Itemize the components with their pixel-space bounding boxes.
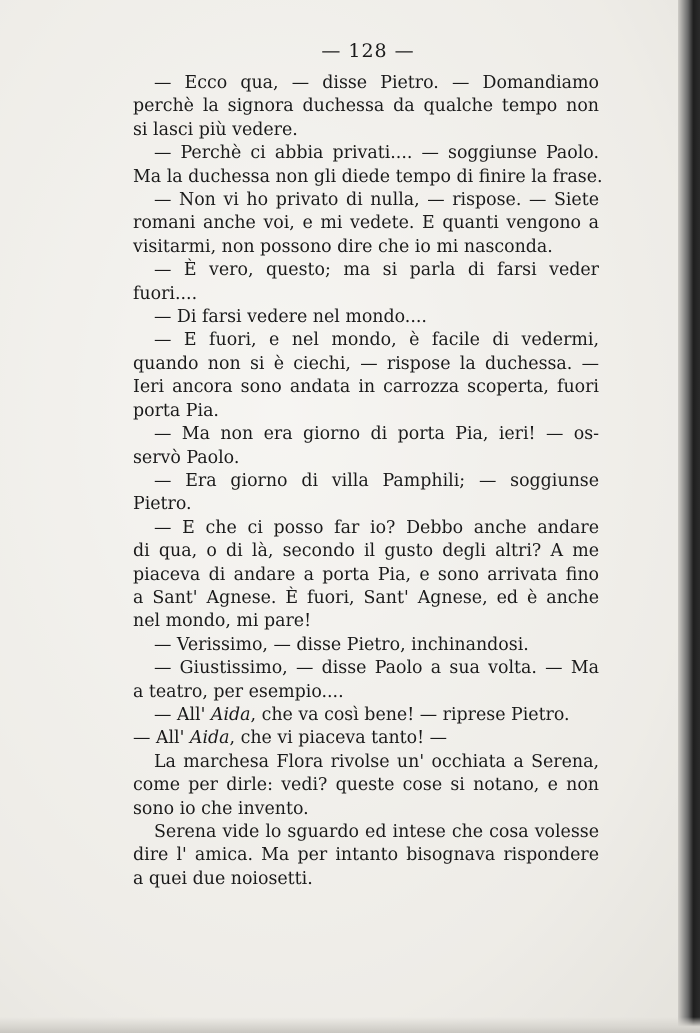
page-bottom-edge: [0, 1017, 700, 1033]
text-line: — Ma non era giorno di porta Pia, ieri! — os-: [154, 424, 599, 445]
text-line: perchè la signora duchessa da qualche tempo non: [133, 96, 599, 117]
text-line: La marchesa Flora rivolse un' occhiata a Serena,: [154, 751, 599, 772]
text-line: visitarmi, non possono dire che io mi nasconda.: [133, 236, 553, 257]
text-line: — All' Aida, che va così bene! — riprese Pietro.: [154, 704, 570, 725]
text-line: a teatro, per esempio....: [133, 681, 344, 702]
text-line: — Non vi ho privato di nulla, — rispose. — Siete: [154, 190, 599, 211]
text-line: servò Paolo.: [133, 447, 240, 468]
page-number: — 128 —: [321, 40, 415, 62]
text-line: — E fuori, e nel mondo, è facile di vedermi,: [154, 330, 599, 351]
text-line: — È vero, questo; ma si parla di farsi veder: [154, 260, 599, 281]
text-line: — Giustissimo, — disse Paolo a sua volta. — Ma: [154, 658, 599, 679]
text-line: come per dirle: vedi? queste cose si notano, e non: [133, 775, 599, 796]
text-line: — Era giorno di villa Pamphili; — soggiunse: [154, 470, 599, 491]
text-line: Serena vide lo sguardo ed intese che cosa volesse: [154, 822, 599, 842]
text-line: quando non si è ciechi, — rispose la duchessa. —: [133, 353, 599, 374]
text-line: porta Pia.: [133, 400, 219, 421]
text-line: di qua, o di là, secondo il gusto degli altri? A me: [133, 541, 599, 562]
text-line: romani anche voi, e mi vedete. E quanti vengono a: [133, 213, 599, 234]
text-line: a Sant' Agnese. È fuori, Sant' Agnese, ed è anche: [133, 587, 599, 608]
text-line: — E che ci posso far io? Debbo anche andare: [154, 517, 599, 538]
text-line: nel mondo, mi pare!: [133, 611, 312, 632]
text-line: — Di farsi vedere nel mondo....: [154, 307, 427, 328]
text-line: — Perchè ci abbia privati.... — soggiunse Paolo.: [154, 143, 599, 164]
text-line: piaceva di andare a porta Pia, e sono arrivata fino: [133, 564, 599, 585]
page-edge-shadow: [678, 0, 700, 1033]
text-line: dire l' amica. Ma per intanto bisognava rispondere: [133, 845, 599, 866]
body-text: [133, 72, 603, 891]
text-line: Ieri ancora sono andata in carrozza scoperta, fuori: [133, 377, 599, 398]
text-line: — All' Aida, che vi piaceva tanto! —: [133, 728, 448, 749]
text-line: Pietro.: [133, 494, 192, 515]
text-line: si lasci più vedere.: [133, 119, 298, 140]
text-line: sono io che invento.: [133, 798, 309, 819]
text-line: fuori....: [133, 283, 198, 304]
text-line: Ma la duchessa non gli diede tempo di finire la frase.: [133, 166, 603, 187]
text-line: — Ecco qua, — disse Pietro. — Domandiamo: [154, 73, 599, 93]
text-line: a quei due noiosetti.: [133, 868, 313, 889]
text-line: — Verissimo, — disse Pietro, inchinandosi.: [154, 634, 529, 655]
